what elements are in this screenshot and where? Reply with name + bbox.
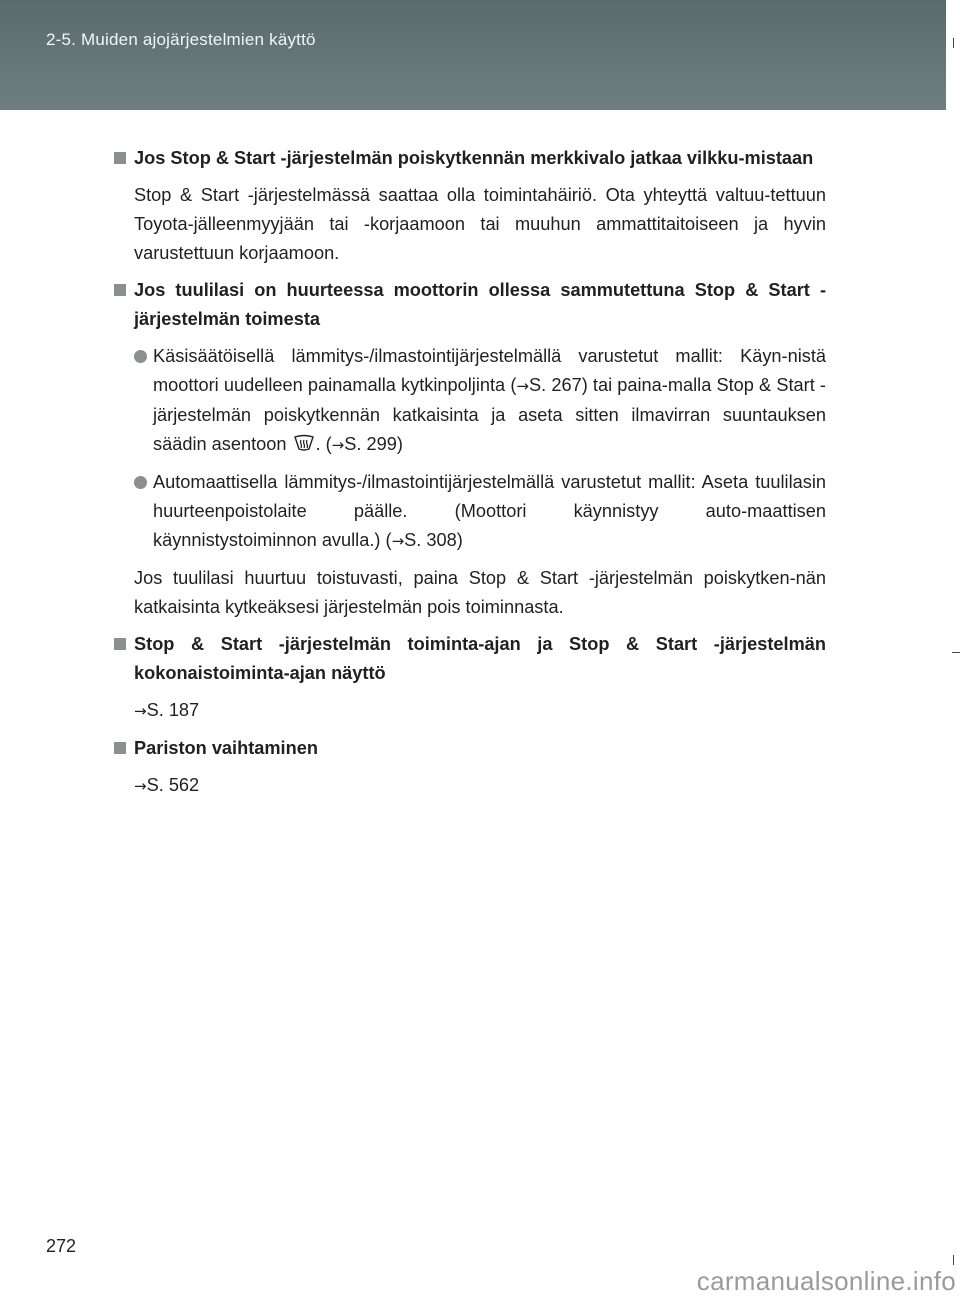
square-bullet-icon xyxy=(114,638,126,650)
square-bullet-icon xyxy=(114,284,126,296)
page-reference: S. 562 xyxy=(146,775,200,795)
bullet-text: Käsisäätöisellä lämmitys-/ilmastointijärjestelmällä varustetut mallit: Käyn-nistä moottori uudelleen painamalla kytkinpoljinta ( xyxy=(153,346,826,395)
section-heading xyxy=(114,630,826,688)
page-content xyxy=(114,144,826,809)
heading-text: Stop & Start -järjestelmän toiminta-ajan ja Stop & Start -järjestelmän kokonaistoiminta-ajan näyttö xyxy=(134,634,826,683)
page-reference: S. 299 xyxy=(344,434,397,454)
section-title: 2-5. Muiden ajojärjestelmien käyttö xyxy=(46,30,316,49)
section-header-band xyxy=(0,0,946,110)
page-reference: S. 308 xyxy=(404,530,457,550)
section-heading xyxy=(114,144,826,173)
bullet-text: ) tai paina-malla Stop & Start -järjestelmän poiskytkennän katkaisinta ja aseta sitten ilmavirran suuntauksen säädin asentoon xyxy=(153,375,826,454)
bullet-text: ) xyxy=(456,530,463,550)
page-reference-line xyxy=(134,696,826,726)
crop-mark-bottom xyxy=(953,1255,954,1265)
crop-mark-middle xyxy=(952,652,960,653)
arrow-icon: → xyxy=(134,777,147,795)
body-paragraph: Stop & Start -järjestelmässä saattaa olla toimintahäiriö. Ota yhteyttä valtuu-tettuun Toyota-jälleenmyyjään tai -korjaamoon tai muuhun ammattitaitoiseen ja hyvin varustettuun korjaamoon. xyxy=(134,185,826,263)
page-reference: S. 267 xyxy=(528,375,582,395)
square-bullet-icon xyxy=(114,152,126,164)
body-paragraph: Jos tuulilasi huurtuu toistuvasti, paina Stop & Start -järjestelmän poiskytken-nän katkaisinta kytkeäksesi järjestelmän pois toiminnasta. xyxy=(134,568,826,617)
heading-text: Jos tuulilasi on huurteessa moottorin ollessa sammutettuna Stop & Start -järjestelmän toimesta xyxy=(134,280,826,329)
windshield-defroster-icon xyxy=(293,434,315,454)
bullet-text: ) xyxy=(396,434,403,454)
page-reference: S. 187 xyxy=(146,700,200,720)
arrow-icon: → xyxy=(134,702,147,720)
page-reference-line xyxy=(134,771,826,801)
round-bullet-icon xyxy=(134,350,147,363)
watermark: carmanualsonline.info xyxy=(696,1266,956,1296)
square-bullet-icon xyxy=(114,742,126,754)
heading-text: Jos Stop & Start -järjestelmän poiskytkennän merkkivalo jatkaa vilkku-mistaan xyxy=(134,148,814,168)
arrow-icon: → xyxy=(331,436,345,454)
heading-text: Pariston vaihtaminen xyxy=(134,738,318,758)
bullet-text: Automaattisella lämmitys-/ilmastointijärjestelmällä varustetut mallit: Aseta tuulilasin huurteenpoistolaite päälle. (Moottori käynnistyy auto-maattisen käynnistystoiminnon avulla.) ( xyxy=(153,472,826,550)
list-item xyxy=(134,468,826,556)
list-item xyxy=(134,342,826,460)
section-heading xyxy=(114,734,826,763)
crop-mark-top xyxy=(953,38,954,48)
bullet-text: . ( xyxy=(315,434,332,454)
page-number: 272 xyxy=(46,1236,77,1256)
round-bullet-icon xyxy=(134,476,147,489)
arrow-icon: → xyxy=(516,377,529,395)
section-heading xyxy=(114,276,826,334)
arrow-icon: → xyxy=(391,532,405,550)
